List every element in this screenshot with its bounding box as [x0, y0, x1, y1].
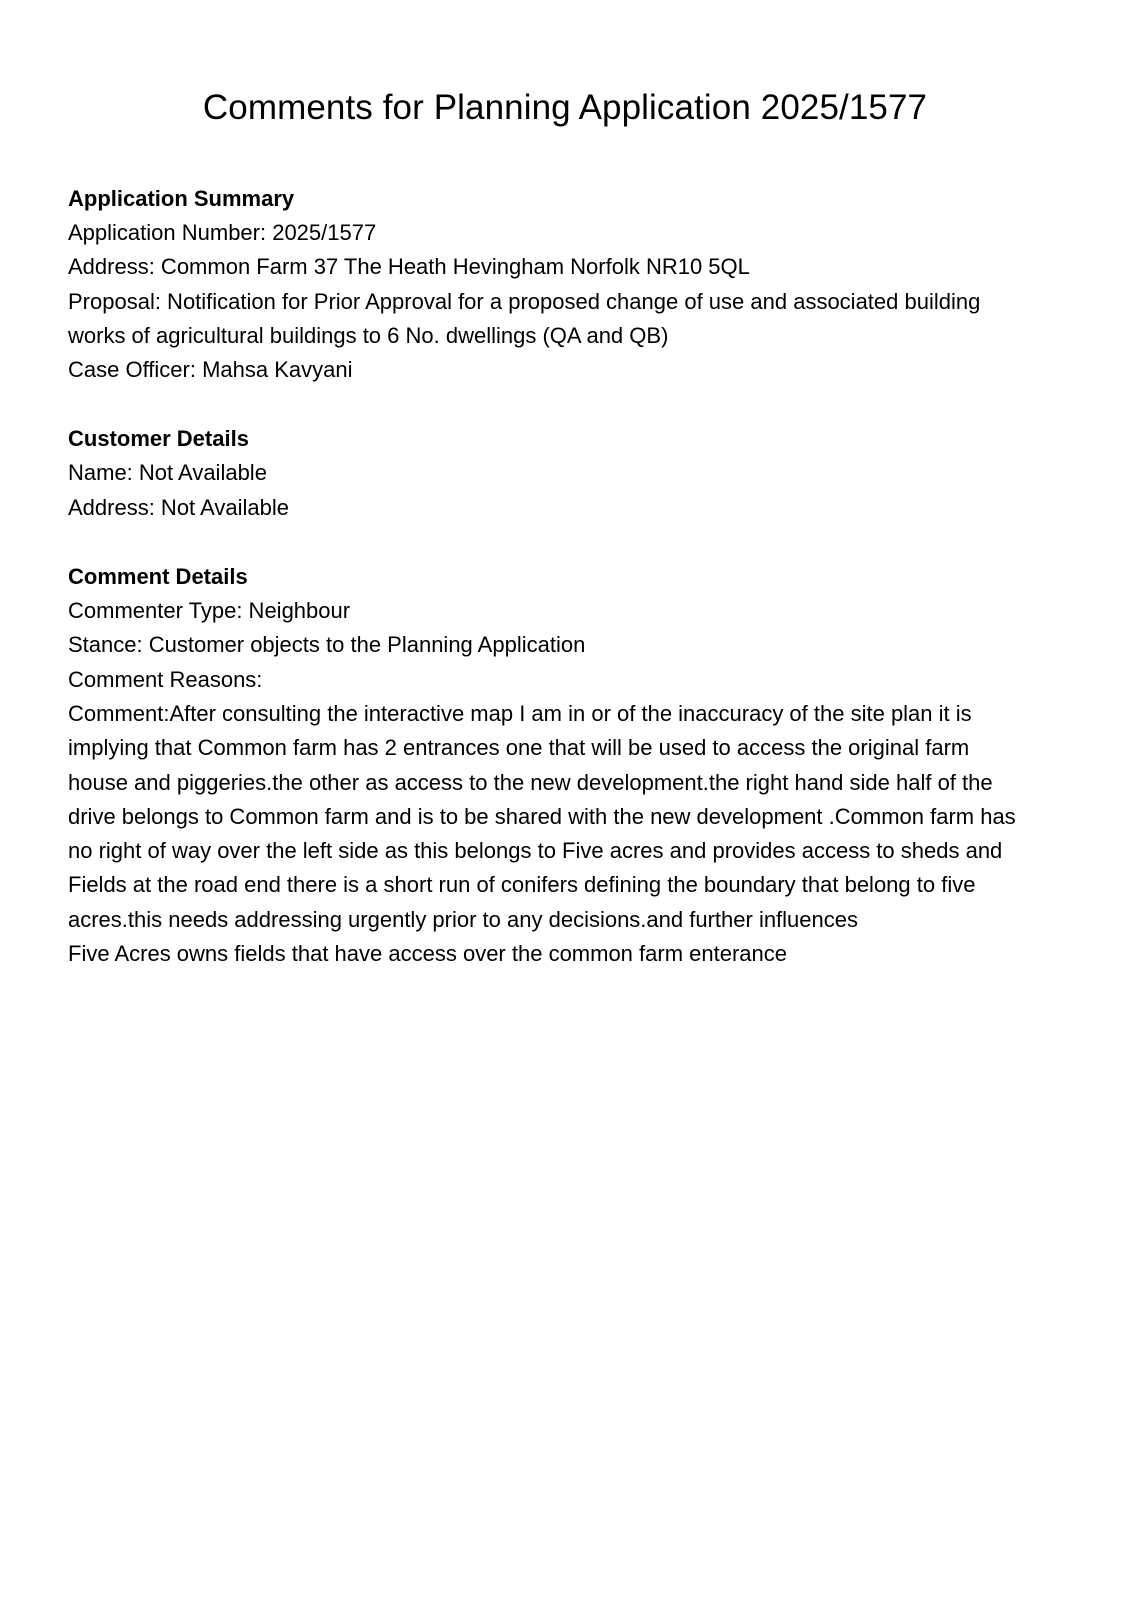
stance: Stance: Customer objects to the Planning Application [68, 632, 586, 658]
case-officer: Case Officer: Mahsa Kavyani [68, 357, 353, 383]
comment-details-section [68, 560, 1062, 971]
application-address: Address: Common Farm 37 The Heath Hevingham Norfolk NR10 5QL [68, 254, 750, 280]
application-summary-heading: Application Summary [68, 186, 295, 211]
comment-text-line: house and piggeries.the other as access to the new development.the right hand side half of the [68, 769, 993, 795]
comment-text-line: no right of way over the left side as this belongs to Five acres and provides access to sheds and [68, 838, 1003, 864]
comment-details-heading: Comment Details [68, 564, 248, 590]
customer-address: Address: Not Available [68, 494, 289, 520]
customer-details-section [68, 422, 1062, 525]
comment-text-line: Comment:After consulting the interactive map I am in or of the inaccuracy of the site plan it is [68, 700, 972, 726]
customer-name: Name: Not Available [68, 460, 267, 486]
page-title: Comments for Planning Application 2025/1577 [202, 88, 928, 127]
application-number: Application Number: 2025/1577 [68, 220, 377, 245]
comment-text-line: Five Acres owns fields that have access over the common farm enterance [68, 941, 787, 967]
comment-text-line: drive belongs to Common farm and is to be shared with the new development .Common farm has [68, 803, 1016, 829]
comment-text-line: acres.this needs addressing urgently prior to any decisions.and further influences [68, 906, 859, 932]
customer-details-heading: Customer Details [68, 426, 249, 452]
application-summary-section [68, 182, 1062, 387]
proposal-line-1: Proposal: Notification for Prior Approval for a proposed change of use and associated building [68, 288, 981, 314]
comment-text-line: implying that Common farm has 2 entrances one that will be used to access the original farm [68, 735, 970, 761]
comment-text-line: Fields at the road end there is a short run of conifers defining the boundary that belong to five [68, 872, 976, 898]
comment-reasons: Comment Reasons: [68, 666, 263, 692]
proposal-line-2: works of agricultural buildings to 6 No. dwellings (QA and QB) [68, 322, 669, 348]
commenter-type: Commenter Type: Neighbour [68, 598, 351, 624]
